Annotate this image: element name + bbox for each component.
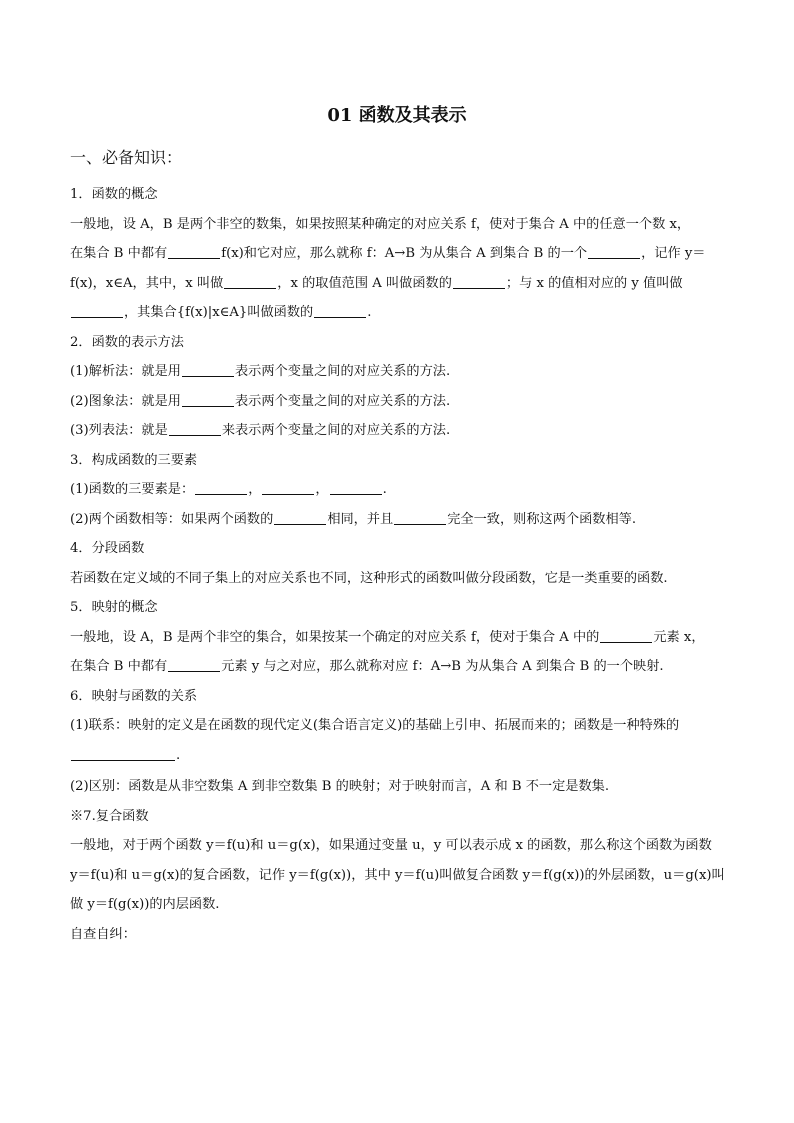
text-line: 4．分段函数 (70, 541, 145, 556)
fill-blank (71, 747, 175, 761)
fill-blank (330, 481, 382, 495)
text-line: 在集合 B 中都有 f(x)和它对应，那么就称 f：A→B 为从集合 A 到集合 B 的一个 ，记作 y＝ (70, 246, 706, 261)
text-line: . (70, 741, 728, 771)
text-line: ※7.复合函数 (70, 808, 149, 824)
fill-blank (453, 275, 505, 289)
text-line: f(x)，x∈A，其中，x 叫做 ，x 的取值范围 A 叫做函数的 ；与 x 的值相对应的 y 值叫做 (70, 275, 683, 291)
text-line: 若函数在定义域的不同子集上的对应关系也不同，这种形式的函数叫做分段函数，它是一类重要的函数. (70, 570, 668, 586)
text-line: (3)列表法：就是 来表示两个变量之间的对应关系的方法. (70, 423, 451, 438)
fill-blank (182, 393, 234, 407)
text-line: (2)区别：函数是从非空数集 A 到非空数集 B 的映射；对于映射而言，A 和 B 不一定是数集. (70, 779, 610, 794)
text-line: y＝f(u)和 u＝g(x)的复合函数，记作 y＝f(g(x))，其中 y＝f(u)叫做复合函数 y＝f(g(x))的外层函数，u＝g(x)叫 (70, 867, 725, 883)
fill-blank (182, 363, 234, 377)
text-line: 一般地，设 A，B 是两个非空的数集，如果按照某种确定的对应关系 f，使对于集合 A 中的任意一个数 x， (70, 216, 691, 232)
fill-blank (600, 629, 652, 643)
text-line: (1)解析法：就是用 表示两个变量之间的对应关系的方法. (70, 364, 451, 379)
text-line: (2)图象法：就是用 表示两个变量之间的对应关系的方法. (70, 393, 451, 409)
text-line: 5．映射的概念 (70, 600, 158, 615)
fill-blank (169, 422, 221, 436)
text-line: 自查自纠： (70, 926, 136, 942)
fill-blank (588, 245, 640, 259)
document-body (70, 180, 728, 949)
text-line: (1)联系：映射的定义是在函数的现代定义(集合语言定义)的基础上引申、拓展而来的；函数是一种特殊的 (70, 718, 680, 733)
text-line: 做 y＝f(g(x))的内层函数. (70, 897, 220, 912)
text-line: (1)函数的三要素是： ， ， . (70, 482, 387, 497)
fill-blank (314, 304, 366, 318)
page-title: 01 函数及其表示 (327, 105, 467, 126)
fill-blank (394, 511, 446, 525)
fill-blank (71, 304, 123, 318)
text-line: 3．构成函数的三要素 (70, 452, 198, 468)
text-line: (2)两个函数相等：如果两个函数的 相同，并且 完全一致，则称这两个函数相等. (70, 511, 637, 527)
fill-blank (224, 275, 276, 289)
fill-blank (262, 481, 314, 495)
fill-blank (168, 658, 220, 672)
text-line: 一般地，设 A，B 是两个非空的集合，如果按某一个确定的对应关系 f，使对于集合 A 中的 元素 x， (70, 629, 705, 645)
text-line: 一般地，对于两个函数 y＝f(u)和 u＝g(x)，如果通过变量 u，y 可以表示成 x 的函数，那么称这个函数为函数 (70, 838, 712, 853)
text-line: 1．函数的概念 (70, 187, 158, 202)
fill-blank (168, 245, 220, 259)
text-line: 在集合 B 中都有 元素 y 与之对应，那么就称对应 f：A→B 为从集合 A 到集合 B 的一个映射. (70, 659, 664, 674)
section-heading: 一、必备知识： (70, 148, 183, 167)
text-line: ，其集合{f(x)|x∈A}叫做函数的 . (70, 298, 728, 328)
text-line: 6．映射与函数的关系 (70, 688, 198, 704)
fill-blank (195, 481, 247, 495)
fill-blank (274, 511, 326, 525)
text-line: 2．函数的表示方法 (70, 334, 184, 350)
